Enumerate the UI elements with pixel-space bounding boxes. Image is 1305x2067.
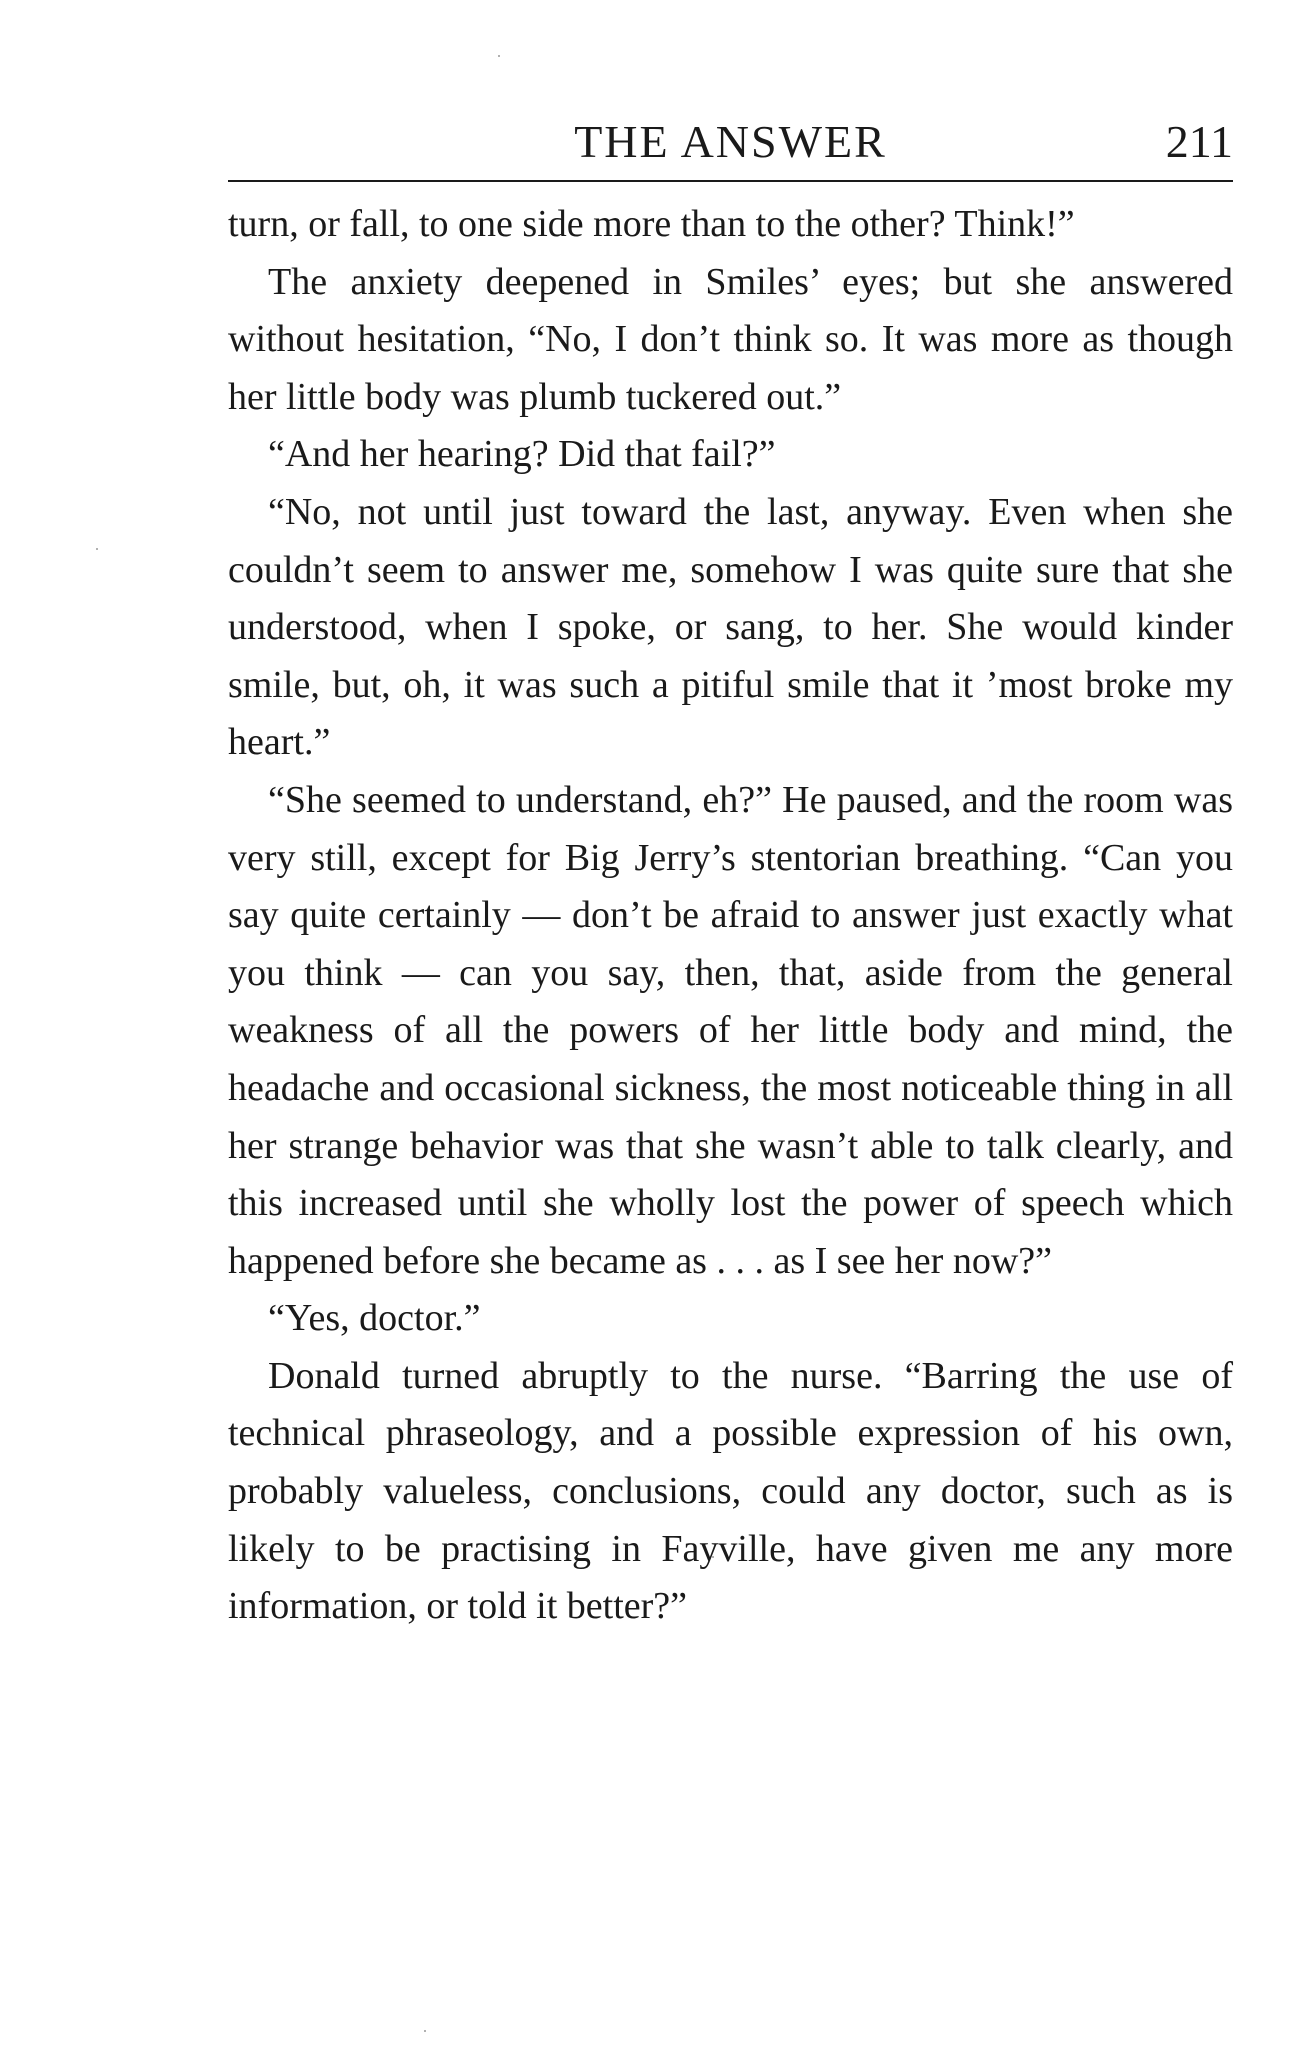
- header-rule: [228, 180, 1233, 182]
- paragraph: “No, not until just toward the last, anyway. Even when she couldn’t seem to answer me, somehow I was quite sure that she understood, when I spoke, or sang, to her. She would kinder smile, but, oh, it was such a pitiful smile that it ’most broke my heart.”: [228, 490, 1233, 764]
- stray-mark: [424, 2030, 426, 2032]
- running-title: THE ANSWER: [574, 116, 887, 167]
- page-number: 211: [1165, 116, 1233, 167]
- body-text: [228, 196, 1233, 1636]
- paragraph: “She seemed to understand, eh?” He paused, and the room was very still, except for Big Jerry’s stentorian breathing. “Can you say quite certainly — don’t be afraid to answer just exactly what you think — can you say, then, that, aside from the general weakness of all the powers of her little body and mind, the headache and occasional sickness, the most noticeable thing in all her strange behavior was that she wasn’t able to talk clearly, and this increased until she wholly lost the power of speech which happened before she became as . . . as I see her now?”: [228, 778, 1233, 1282]
- stray-mark: [498, 55, 500, 57]
- paragraph: “And her hearing? Did that fail?”: [268, 433, 776, 476]
- paragraph-continued: turn, or fall, to one side more than to the other? Think!”: [228, 203, 1075, 245]
- paragraph: Donald turned abruptly to the nurse. “Barring the use of technical phraseology, and a possible expression of his own, probably valueless, conclusions, could any doctor, such as is likely to be practising in Fayville, have given me any more information, or told it better?”: [228, 1354, 1233, 1628]
- book-page: [228, 108, 1233, 1636]
- stray-mark: [96, 548, 98, 550]
- paragraph: The anxiety deepened in Smiles’ eyes; but she answered without hesitation, “No, I don’t think so. It was more as though her little body was plumb tuckered out.”: [228, 260, 1233, 418]
- paragraph: “Yes, doctor.”: [268, 1297, 481, 1340]
- running-head: [228, 108, 1233, 176]
